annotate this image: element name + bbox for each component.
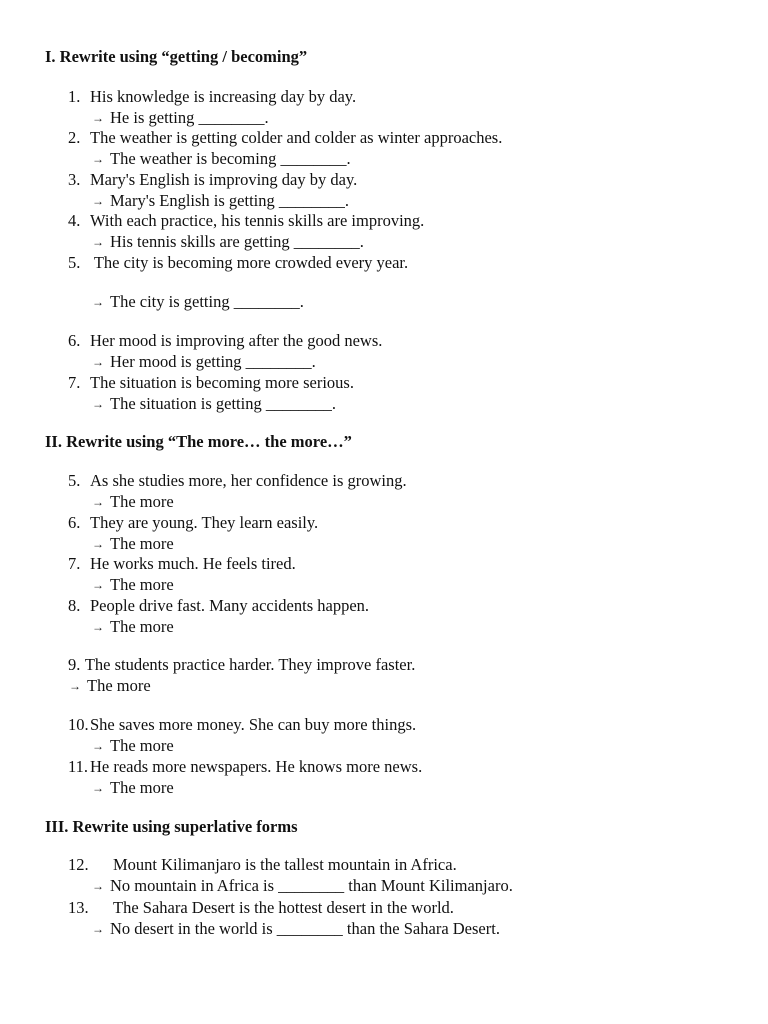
question-number: 1. bbox=[68, 87, 81, 106]
arrow-icon: → bbox=[92, 355, 104, 369]
question-text: Mount Kilimanjaro is the tallest mountain in Africa. bbox=[113, 855, 457, 874]
arrow-icon: → bbox=[92, 879, 104, 893]
question-number: 3. bbox=[68, 170, 81, 189]
question-text: With each practice, his tennis skills are improving. bbox=[90, 211, 425, 230]
question-text: The Sahara Desert is the hottest desert in the world. bbox=[113, 898, 454, 917]
arrow-icon: → bbox=[92, 111, 104, 125]
question-text: People drive fast. Many accidents happen. bbox=[90, 596, 370, 615]
answer-line: → Mary's English is getting ________. bbox=[92, 191, 350, 210]
arrow-icon: → bbox=[92, 739, 104, 753]
question-text: He reads more newspapers. He knows more news. bbox=[90, 757, 423, 776]
question-text: Her mood is improving after the good news. bbox=[90, 331, 383, 350]
arrow-icon: → bbox=[92, 495, 104, 509]
answer-line: → The situation is getting ________. bbox=[92, 394, 336, 413]
question-number: 11. bbox=[68, 757, 89, 776]
question-number: 7. bbox=[68, 373, 81, 392]
arrow-icon: → bbox=[92, 578, 104, 592]
answer-line: → The city is getting ________. bbox=[92, 292, 304, 311]
answer-line: → The more bbox=[92, 534, 174, 553]
answer-line: → The more bbox=[92, 736, 174, 755]
answer-line: → The more bbox=[92, 778, 174, 797]
answer-line: → The more bbox=[92, 617, 174, 636]
question-text: The students practice harder. They improve faster. bbox=[81, 655, 416, 674]
answer-line: → The more bbox=[92, 575, 174, 594]
question-number: 6. bbox=[68, 513, 81, 532]
section-1-heading: I. Rewrite using “getting / becoming” bbox=[45, 47, 308, 66]
answer-line: → No mountain in Africa is ________ than Mount Kilimanjaro. bbox=[92, 876, 513, 895]
arrow-icon: → bbox=[92, 397, 104, 411]
question-number: 7. bbox=[68, 554, 81, 573]
answer-line: → The weather is becoming ________. bbox=[92, 149, 351, 168]
question-text: The weather is getting colder and colder as winter approaches. bbox=[90, 128, 503, 147]
arrow-icon: → bbox=[92, 235, 104, 249]
question-number: 5. bbox=[68, 253, 81, 272]
question-number: 9. bbox=[68, 655, 81, 674]
question-text: His knowledge is increasing day by day. bbox=[90, 87, 357, 106]
question-text: The city is becoming more crowded every year. bbox=[90, 253, 409, 272]
question-number: 2. bbox=[68, 128, 81, 147]
question-number: 6. bbox=[68, 331, 81, 350]
arrow-icon: → bbox=[92, 537, 104, 551]
arrow-icon: → bbox=[92, 781, 104, 795]
question-number: 8. bbox=[68, 596, 81, 615]
question-number: 13. bbox=[68, 898, 89, 917]
question-text: They are young. They learn easily. bbox=[90, 513, 319, 532]
arrow-icon: → bbox=[92, 620, 104, 634]
question-text: He works much. He feels tired. bbox=[90, 554, 296, 573]
arrow-icon: → bbox=[92, 922, 104, 936]
question-text: Mary's English is improving day by day. bbox=[90, 170, 358, 189]
question-number: 10. bbox=[68, 715, 89, 734]
question-number: 4. bbox=[68, 211, 81, 230]
answer-line: → The more bbox=[69, 676, 151, 695]
answer-line: → No desert in the world is ________ than the Sahara Desert. bbox=[92, 919, 500, 938]
section-2-heading: II. Rewrite using “The more… the more…” bbox=[45, 432, 352, 451]
arrow-icon: → bbox=[92, 194, 104, 208]
arrow-icon: → bbox=[92, 295, 104, 309]
question-number: 12. bbox=[68, 855, 89, 874]
question-text: The situation is becoming more serious. bbox=[90, 373, 354, 392]
question-text: She saves more money. She can buy more things. bbox=[90, 715, 417, 734]
question-text: As she studies more, her confidence is growing. bbox=[90, 471, 407, 490]
arrow-icon: → bbox=[69, 679, 81, 693]
question-number: 5. bbox=[68, 471, 81, 490]
answer-line: → Her mood is getting ________. bbox=[92, 352, 316, 371]
arrow-icon: → bbox=[92, 152, 104, 166]
section-3-heading: III. Rewrite using superlative forms bbox=[45, 817, 298, 836]
answer-line: → His tennis skills are getting ________. bbox=[92, 232, 364, 251]
answer-line: → The more bbox=[92, 492, 174, 511]
answer-line: → He is getting ________. bbox=[92, 108, 269, 127]
